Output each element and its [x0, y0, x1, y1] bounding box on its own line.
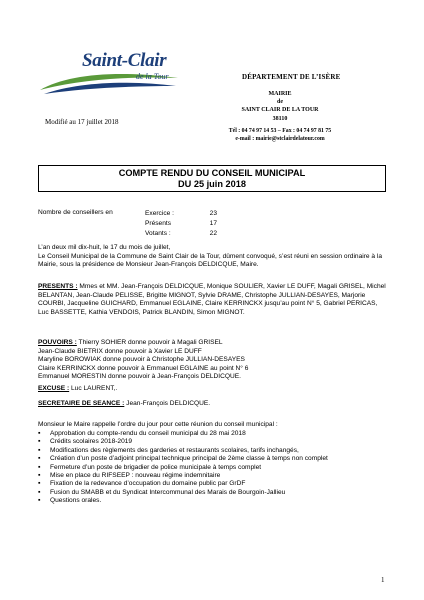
secretaire-text: Jean-François DELDICQUE. — [124, 400, 211, 407]
contact-info — [200, 127, 360, 143]
count-row — [145, 229, 217, 239]
pouvoir-line: Claire KERRINCKX donne pouvoir à Emmanuel EGLAINE au point N° 6 — [38, 364, 249, 372]
mairie-line: MAIRIE — [268, 91, 292, 97]
phone-fax: Tél : 04 74 97 14 53 – Fax : 04 74 97 81 75 — [228, 128, 332, 134]
agenda-item: ▪ Modifications des règlements des garderies et restaurants scolaires, tarifs inchangés, — [38, 447, 388, 455]
logo — [38, 50, 180, 100]
pouvoir-line: Jean-Claude BIETRIX donne pouvoir à Xavier LE DUFF — [38, 347, 202, 355]
modified-date: Modifié au 17 juillet 2018 — [45, 118, 119, 126]
agenda-item: ▪ Approbation du compte-rendu du conseil municipal du 28 mai 2018 — [38, 430, 388, 438]
excuse-text: Luc LAURENT,. — [69, 385, 118, 392]
agenda-item: ▪ Fusion du SMABB et du Syndicat Intercommunal des Marais de Bourgoin-Jallieu — [38, 489, 388, 497]
title-line: COMPTE RENDU DU CONSEIL MUNICIPAL — [118, 168, 306, 178]
counts-label: Nombre de conseillers en — [38, 209, 113, 216]
mairie-line: de — [277, 99, 283, 106]
agenda-item: ▪ Crédits scolaires 2018-2019 — [38, 438, 388, 446]
agenda-intro: Monsieur le Maire rappelle l’ordre du jour pour cette réunion du conseil municipal : — [38, 421, 278, 428]
page-number: 1 — [381, 576, 385, 584]
count-value: 23 — [209, 210, 217, 217]
counts-table — [145, 209, 217, 239]
agenda-item: ▪ Création d’un poste d’adjoint principal technique principal de 2ème classe à temps non complet — [38, 455, 388, 463]
pouvoir-line: Thierry SOHIER donne pouvoir à Magali GRISEL — [76, 339, 223, 346]
secretaire-label: SECRETAIRE DE SEANCE : — [38, 400, 125, 407]
department-heading: DÉPARTEMENT DE L’ISÈRE — [242, 73, 341, 81]
presents-paragraph — [38, 283, 388, 317]
count-value: 22 — [209, 230, 217, 237]
presents-text: Mmes et MM. Jean-François DELDICQUE, Monique SOULIER, Xavier LE DUFF, Magali GRISEL, Michel BELANTAN, Jean-Claude PELISSE, Brigitte MIGNOT, Sylvie DRAME, Christophe JULLIAN-DESAYES, Marjorie COURBI, Jacqueline GUICHARD, Emmanuel EGLAINE, Claire KERRINCKX jusqu’au point N° 5, Gabriel PERICAS, Luc BASSETTE, Kathia VENDOIS, Patrick BLANDIN, Simon MIGNOT. — [38, 283, 386, 316]
mairie-line: 38110 — [272, 115, 288, 122]
document-title — [38, 165, 386, 192]
pouvoir-line: Maryline BOROWIAK donne pouvoir à Christophe JULLIAN-DESAYES — [38, 356, 245, 364]
count-key: Exercice : — [145, 210, 174, 217]
agenda-list — [38, 430, 388, 506]
agenda-item: ▪ Fermeture d’un poste de brigadier de police municipale à temps complet — [38, 464, 388, 472]
excuse-paragraph — [38, 385, 388, 394]
logo-subtitle: de la Tour — [136, 72, 169, 81]
agenda-item: ▪ Questions orales. — [38, 497, 388, 505]
presents-label: PRESENTS : — [38, 283, 78, 290]
pouvoirs-label: POUVOIRS : — [38, 339, 77, 346]
count-key: Présents — [145, 220, 172, 227]
intro-paragraph — [38, 244, 388, 270]
intro-line: L’an deux mil dix-huit, le 17 du mois de juillet, — [38, 244, 171, 251]
title-date: DU 25 juin 2018 — [178, 179, 246, 189]
pouvoir-line: Emmanuel MORESTIN donne pouvoir à Jean-François DELDICQUE. — [38, 373, 242, 381]
secretaire-paragraph — [38, 400, 388, 409]
count-value: 17 — [209, 220, 217, 227]
count-key: Votants : — [145, 230, 171, 237]
count-row — [145, 219, 217, 229]
intro-text: Le Conseil Municipal de la Commune de Saint Clair de la Tour, dûment convoqué, s’est réuni en session ordinaire à la Mairie, sous la présidence de Monsieur Jean-François DELDICQUE, Maire. — [38, 252, 383, 269]
excuse-label: EXCUSE : — [38, 385, 70, 392]
pouvoirs-paragraph — [38, 339, 388, 382]
logo-title: Saint-Clair — [82, 50, 167, 71]
agenda-item: ▪ Fixation de la redevance d’occupation du domaine public par GrDF — [38, 480, 388, 488]
mairie-line: SAINT CLAIR DE LA TOUR — [241, 107, 319, 114]
email: e-mail : mairie@stclairdelatour.com — [235, 136, 325, 142]
mairie-address — [190, 90, 370, 123]
count-row — [145, 209, 217, 219]
agenda-item: ▪ Mise en place du RIFSEEP : nouveau régime indemnitaire — [38, 472, 388, 480]
